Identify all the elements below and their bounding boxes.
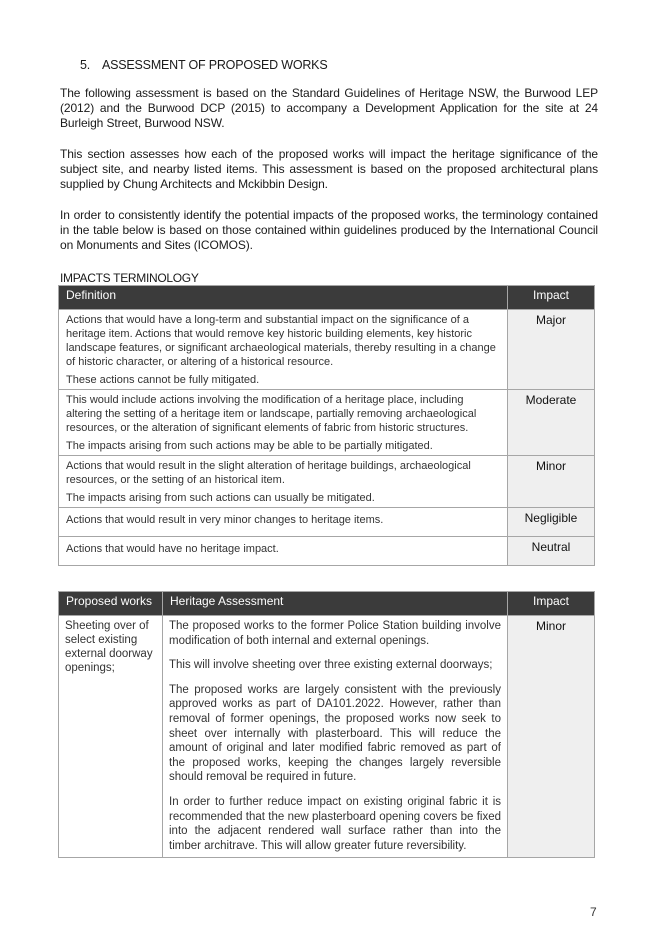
table-row [59,616,595,858]
definition-text: Actions that would have no heritage impact. [66,543,279,555]
impact-header: Impact [508,592,595,616]
definition-text: This would include actions involving the modification of a heritage place, including altering the setting of a heritage item or landscape, partially removing archaeological resources, or the alteration of significant elements of fabric from historic structures. [66,394,477,434]
impact-cell: Negligible [508,508,595,537]
section-number: 5. [80,58,91,72]
intro-paragraph: The following assessment is based on the Standard Guidelines of Heritage NSW, the Burwood LEP (2012) and the Burwood DCP (2015) to accompany a Development Application for the site at 24 Burleigh Street, Burwood NSW. [60,86,598,130]
table-row [59,456,595,508]
definition-text: The impacts arising from such actions may be able to be partially mitigated. [66,440,433,452]
table-header-row [59,286,595,310]
table-row [59,537,595,566]
proposed-works-header: Proposed works [59,592,163,616]
assessment-text: In order to further reduce impact on existing original fabric it is recommended that the new plasterboard opening covers be fixed into the adjacent rendered wall surface rather than into the timber architrave. This will allow greater future reversibility. [169,795,501,852]
impacts-terminology-table [58,285,595,566]
definition-cell [59,390,508,456]
definition-text: Actions that would result in the slight alteration of heritage buildings, archaeological resources, or the setting of an historical item. [66,460,471,486]
terminology-paragraph: In order to consistently identify the potential impacts of the proposed works, the terminology contained in the table below is based on those contained within guidelines produced by the International Council on Monuments and Sites (ICOMOS). [60,208,598,252]
definition-text: Actions that would have a long-term and substantial impact on the significance of a heritage item. Actions that would remove key historic building elements, key historic landscape features, or significant archaeological materials, thereby resulting in a change of historic character, or altering of a historical resource. [66,314,496,368]
impact-header: Impact [508,286,595,310]
section-title: ASSESSMENT OF PROPOSED WORKS [102,58,328,72]
table-row [59,390,595,456]
section-heading [80,58,327,72]
impact-cell: Minor [508,456,595,508]
heritage-assessment-header: Heritage Assessment [163,592,508,616]
assessment-text: This will involve sheeting over three existing external doorways; [169,659,493,672]
definition-header: Definition [59,286,508,310]
assessment-text: The proposed works are largely consistent with the previously approved works as part of DA101.2022. However, rather than removal of former openings, the proposed works now seek to sheet over internally with plasterboard. This will reduce the amount of original and later modified fabric removed as part of the proposed works, keeping the changes largely reversible should removal be required in future. [169,683,501,784]
table-row [59,310,595,390]
scope-paragraph: This section assesses how each of the proposed works will impact the heritage significance of the subject site, and nearby listed items. This assessment is based on the proposed architectural plans supplied by Chung Architects and Mckibbin Design. [60,147,598,191]
page-number: 7 [590,905,597,919]
table-row [59,508,595,537]
terminology-title: IMPACTS TERMINOLOGY [60,271,199,285]
impact-cell: Neutral [508,537,595,566]
definition-cell [59,456,508,508]
proposed-works-cell: Sheeting over of select existing external doorway openings; [59,616,163,858]
definition-cell [59,508,508,537]
impact-cell: Major [508,310,595,390]
definition-cell [59,537,508,566]
impact-cell: Minor [508,616,595,858]
definition-text: These actions cannot be fully mitigated. [66,374,260,386]
definition-cell [59,310,508,390]
assessment-text: The proposed works to the former Police Station building involve modification of both internal and external openings. [169,620,501,647]
heritage-assessment-table [58,591,595,858]
definition-text: The impacts arising from such actions can usually be mitigated. [66,492,375,504]
table-header-row [59,592,595,616]
heritage-assessment-cell [163,616,508,858]
definition-text: Actions that would result in very minor changes to heritage items. [66,514,384,526]
impact-cell: Moderate [508,390,595,456]
